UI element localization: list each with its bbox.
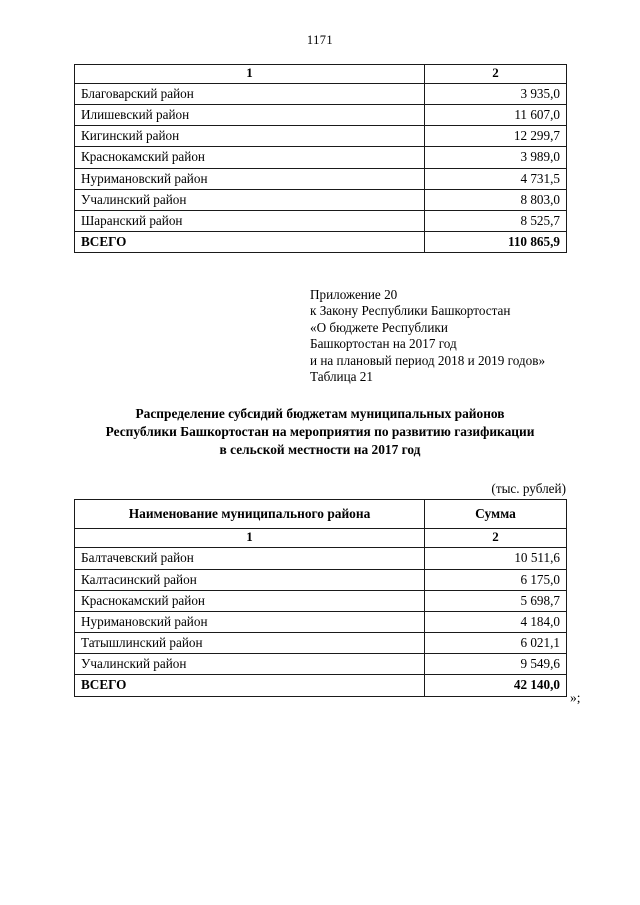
total-value: 42 140,0: [425, 675, 567, 696]
district-name: Шаранский район: [75, 210, 425, 231]
attachment-line-4: Башкортостан на 2017 год: [310, 336, 457, 352]
table-row: [75, 210, 567, 231]
table-row: [75, 189, 567, 210]
district-name: Учалинский район: [75, 189, 425, 210]
page-title-line-1: Распределение субсидий бюджетам муниципальных районов: [135, 406, 505, 421]
page-number: 1171: [306, 33, 334, 47]
table-row: [75, 168, 567, 189]
district-name: Нуримановский район: [75, 611, 425, 632]
district-name: Кигинский район: [75, 126, 425, 147]
district-name: Краснокамский район: [75, 147, 425, 168]
district-name: Нуримановский район: [75, 168, 425, 189]
column-number-2: 2: [425, 529, 567, 548]
column-header-district: Наименование муниципального района: [75, 500, 425, 529]
district-name: Балтачевский район: [75, 548, 425, 569]
district-value: 10 511,6: [425, 548, 567, 569]
column-header-sum: Сумма: [425, 500, 567, 529]
table-row: [75, 548, 567, 569]
district-value: 12 299,7: [425, 126, 567, 147]
table-row: [75, 105, 567, 126]
table-two-header-row: [75, 500, 567, 529]
total-label: ВСЕГО: [75, 675, 425, 696]
district-value: 11 607,0: [425, 105, 567, 126]
attachment-line-2: к Закону Республики Башкортостан: [310, 303, 511, 319]
district-name: Илишевский район: [75, 105, 425, 126]
district-name: Краснокамский район: [75, 590, 425, 611]
district-value: 8 525,7: [425, 210, 567, 231]
page-title-line-3: в сельской местности на 2017 год: [219, 442, 421, 457]
district-value: 4 731,5: [425, 168, 567, 189]
table-row: [75, 633, 567, 654]
gasification-subsidy-table: [74, 499, 567, 697]
table-one-column-numbers: [75, 65, 567, 84]
closing-quotation-mark: »;: [570, 690, 581, 705]
table-row: [75, 83, 567, 104]
table-row: [75, 654, 567, 675]
page-title-line-2: Республики Башкортостан на мероприятия по развитию газификации: [105, 424, 535, 439]
attachment-line-1: Приложение 20: [310, 287, 398, 302]
district-name: Калтасинский район: [75, 569, 425, 590]
district-value: 6 175,0: [425, 569, 567, 590]
table-row: [75, 147, 567, 168]
table-row: [75, 126, 567, 147]
district-value: 6 021,1: [425, 633, 567, 654]
total-label: ВСЕГО: [75, 232, 425, 253]
district-value: 9 549,6: [425, 654, 567, 675]
table-two-column-numbers: [75, 529, 567, 548]
table-one-total-row: [75, 232, 567, 253]
column-number-2: 2: [425, 65, 567, 84]
subsidy-table-continued: [74, 64, 567, 253]
district-value: 8 803,0: [425, 189, 567, 210]
district-name: Учалинский район: [75, 654, 425, 675]
table-row: [75, 590, 567, 611]
attachment-reference-block: [310, 287, 545, 385]
units-label: (тыс. рублей): [491, 481, 566, 496]
attachment-line-5: и на плановый период 2018 и 2019 годов»: [310, 352, 546, 368]
table-row: [75, 611, 567, 632]
table-row: [75, 569, 567, 590]
column-number-1: 1: [75, 529, 425, 548]
attachment-table-number: Таблица 21: [310, 369, 373, 385]
total-value: 110 865,9: [425, 232, 567, 253]
district-name: Татышлинский район: [75, 633, 425, 654]
district-value: 3 935,0: [425, 83, 567, 104]
district-name: Благоварский район: [75, 83, 425, 104]
column-number-1: 1: [75, 65, 425, 84]
district-value: 4 184,0: [425, 611, 567, 632]
table-two-total-row: [75, 675, 567, 696]
district-value: 3 989,0: [425, 147, 567, 168]
attachment-line-3: «О бюджете Республики: [310, 319, 448, 335]
district-value: 5 698,7: [425, 590, 567, 611]
page-title: [70, 405, 570, 459]
